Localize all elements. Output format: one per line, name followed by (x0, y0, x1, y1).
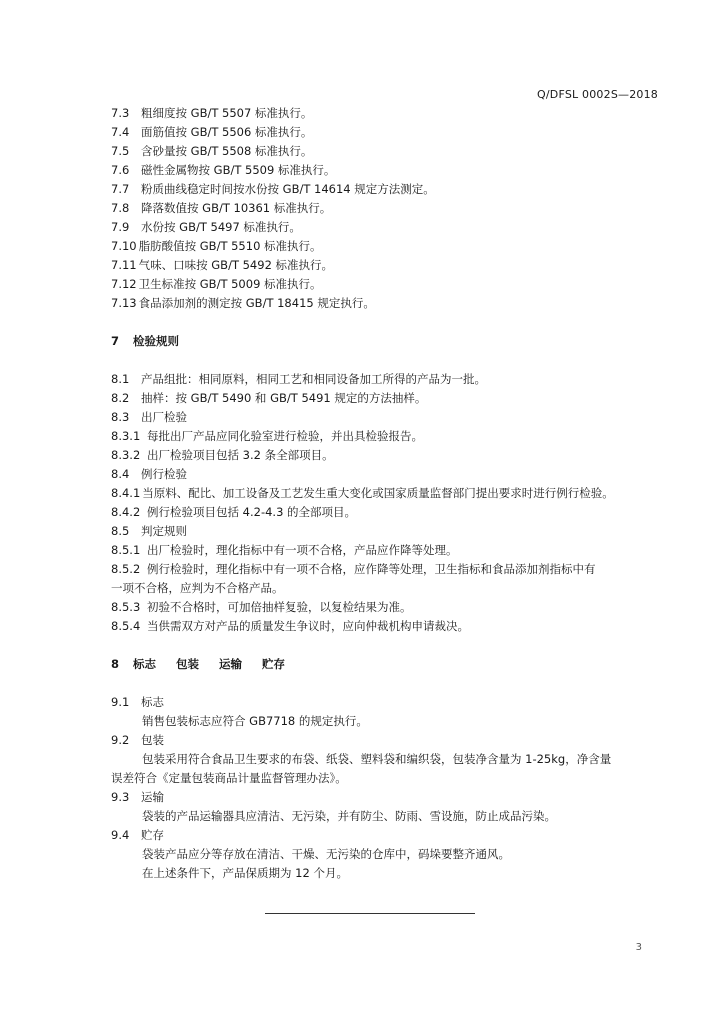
subsection-title: 9.3 运输 (111, 790, 164, 804)
section-heading-marking: 8 标志 包装 运输 贮存 (111, 657, 285, 671)
paragraph-continuation: 误差符合《定量包装商品计量监督管理办法》。 (111, 771, 347, 785)
list-item: 7.10 脂肪酸值按 GB/T 5510 标准执行。 (111, 239, 322, 253)
list-item: 8.5.3 初验不合格时，可加倍抽样复验，以复检结果为准。 (111, 600, 412, 614)
list-item: 8.3 出厂检验 (111, 410, 187, 424)
list-item: 8.4 例行检验 (111, 467, 187, 481)
subsection-title: 9.1 标志 (111, 695, 164, 709)
paragraph: 包装采用符合食品卫生要求的布袋、纸袋、塑料袋和编织袋，包装净含量为 1-25kg，净含量 (142, 752, 612, 766)
paragraph: 袋装产品应分等存放在清洁、干燥、无污染的仓库中，码垛要整齐通风。 (142, 847, 510, 861)
list-item: 8.4.2 例行检验项目包括 4.2-4.3 的全部项目。 (111, 505, 357, 519)
list-item: 8.3.1 每批出厂产品应同化验室进行检验，并出具检验报告。 (111, 429, 423, 443)
inspection-rules-list (111, 370, 659, 636)
section-heading-inspection: 7 检验规则 (111, 334, 179, 348)
page-number: 3 (635, 942, 642, 953)
list-item: 8.5.4 当供需双方对产品的质量发生争议时，应向仲裁机构申请裁决。 (111, 619, 469, 633)
list-item: 8.1 产品组批：相同原料，相同工艺和相同设备加工所得的产品为一批。 (111, 372, 486, 386)
marking-list (111, 693, 659, 883)
list-item: 8.5 判定规则 (111, 524, 187, 538)
list-item-continuation: 一项不合格，应判为不合格产品。 (111, 581, 284, 595)
list-item: 8.4.1 当原料、配比、加工设备及工艺发生重大变化或国家质量监督部门提出要求时进行例行检验。 (111, 486, 614, 500)
list-item: 8.5.1 出厂检验时，理化指标中有一项不合格，产品应作降等处理。 (111, 543, 458, 557)
page-body (111, 104, 659, 883)
subsection-title: 9.4 贮存 (111, 828, 164, 842)
list-item: 7.3 粗细度按 GB/T 5507 标准执行。 (111, 106, 313, 120)
test-methods-list (111, 104, 659, 313)
list-item: 7.12 卫生标准按 GB/T 5009 标准执行。 (111, 277, 322, 291)
list-item: 7.8 降落数值按 GB/T 10361 标准执行。 (111, 201, 332, 215)
list-item: 8.2 抽样：按 GB/T 5490 和 GB/T 5491 规定的方法抽样。 (111, 391, 427, 405)
paragraph: 在上述条件下，产品保质期为 12 个月。 (142, 866, 348, 880)
document-code: Q/DFSL 0002S—2018 (537, 88, 658, 101)
list-item: 8.5.2 例行检验时，理化指标中有一项不合格，应作降等处理，卫生指标和食品添加剂指标中有 (111, 562, 596, 576)
list-item: 7.7 粉质曲线稳定时间按水份按 GB/T 14614 规定方法测定。 (111, 182, 435, 196)
end-of-document-rule (265, 913, 475, 914)
list-item: 7.9 水份按 GB/T 5497 标准执行。 (111, 220, 301, 234)
subsection-title: 9.2 包装 (111, 733, 164, 747)
list-item: 7.6 磁性金属物按 GB/T 5509 标准执行。 (111, 163, 336, 177)
list-item: 7.4 面筋值按 GB/T 5506 标准执行。 (111, 125, 313, 139)
list-item: 7.11 气味、口味按 GB/T 5492 标准执行。 (111, 258, 334, 272)
paragraph: 销售包装标志应符合 GB7718 的规定执行。 (142, 714, 368, 728)
list-item: 7.5 含砂量按 GB/T 5508 标准执行。 (111, 144, 313, 158)
paragraph: 袋装的产品运输器具应清洁、无污染，并有防尘、防雨、雪设施，防止成品污染。 (142, 809, 556, 823)
list-item: 8.3.2 出厂检验项目包括 3.2 条全部项目。 (111, 448, 334, 462)
list-item: 7.13 食品添加剂的测定按 GB/T 18415 规定执行。 (111, 296, 375, 310)
